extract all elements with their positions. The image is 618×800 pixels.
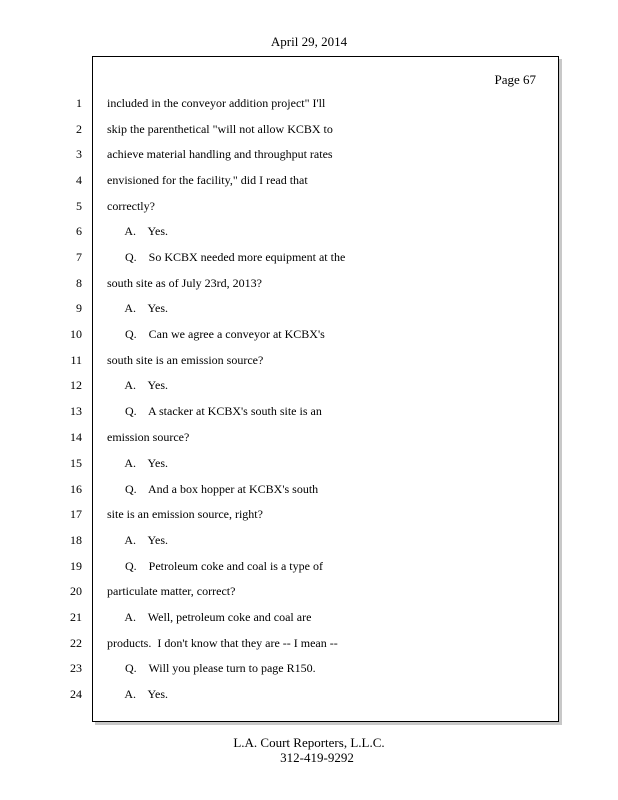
line-number: 24	[70, 687, 82, 701]
line-number: 6	[76, 224, 82, 238]
footer-phone: 312-419-9292	[280, 750, 354, 765]
transcript-line: A. Yes.	[107, 301, 169, 315]
line-number: 10	[70, 327, 82, 341]
line-number: 22	[70, 636, 82, 650]
line-number: 14	[70, 430, 82, 444]
transcript-line: A. Yes.	[107, 456, 169, 470]
line-number: 20	[70, 584, 82, 598]
transcript-line: Q. A stacker at KCBX's south site is an	[107, 404, 322, 418]
line-number: 2	[76, 122, 82, 136]
transcript-line: A. Well, petroleum coke and coal are	[107, 610, 312, 624]
line-number: 21	[70, 610, 82, 624]
transcript-line: A. Yes.	[107, 687, 169, 701]
line-number: 11	[70, 353, 82, 367]
transcript-line: south site as of July 23rd, 2013?	[107, 276, 262, 290]
transcript-line: included in the conveyor addition project" I'll	[107, 96, 326, 110]
transcript-line: south site is an emission source?	[107, 353, 264, 367]
transcript-line: site is an emission source, right?	[107, 507, 263, 521]
line-number: 9	[76, 301, 82, 315]
line-number: 5	[76, 199, 82, 213]
footer-company: L.A. Court Reporters, L.L.C.	[233, 735, 385, 750]
transcript-line: particulate matter, correct?	[107, 584, 236, 598]
line-number: 16	[70, 482, 82, 496]
line-number: 13	[70, 404, 82, 418]
transcript-line: correctly?	[107, 199, 155, 213]
transcript-line: Q. Will you please turn to page R150.	[107, 661, 316, 675]
transcript-line: Q. So KCBX needed more equipment at the	[107, 250, 346, 264]
transcript-line: achieve material handling and throughput rates	[107, 147, 333, 161]
line-number: 7	[76, 250, 82, 264]
line-number: 17	[70, 507, 82, 521]
line-number: 8	[76, 276, 82, 290]
transcript-line: products. I don't know that they are -- I mean --	[107, 636, 338, 650]
line-number: 12	[70, 378, 82, 392]
line-number: 18	[70, 533, 82, 547]
transcript-line: skip the parenthetical "will not allow KCBX to	[107, 122, 333, 136]
transcript-line: Q. Can we agree a conveyor at KCBX's	[107, 327, 325, 341]
transcript-line: Q. And a box hopper at KCBX's south	[107, 482, 319, 496]
line-number: 3	[76, 147, 82, 161]
line-number: 4	[76, 173, 82, 187]
transcript-line: A. Yes.	[107, 224, 169, 238]
transcript-date: April 29, 2014	[270, 34, 348, 49]
transcript-line: emission source?	[107, 430, 190, 444]
transcript-line: envisioned for the facility," did I read that	[107, 173, 308, 187]
transcript-line: Q. Petroleum coke and coal is a type of	[107, 559, 323, 573]
line-number: 19	[70, 559, 82, 573]
page-number: Page 67	[494, 72, 536, 87]
line-number: 23	[70, 661, 82, 675]
line-number: 15	[70, 456, 82, 470]
transcript-line: A. Yes.	[107, 378, 169, 392]
transcript-line: A. Yes.	[107, 533, 169, 547]
line-number: 1	[76, 96, 82, 110]
